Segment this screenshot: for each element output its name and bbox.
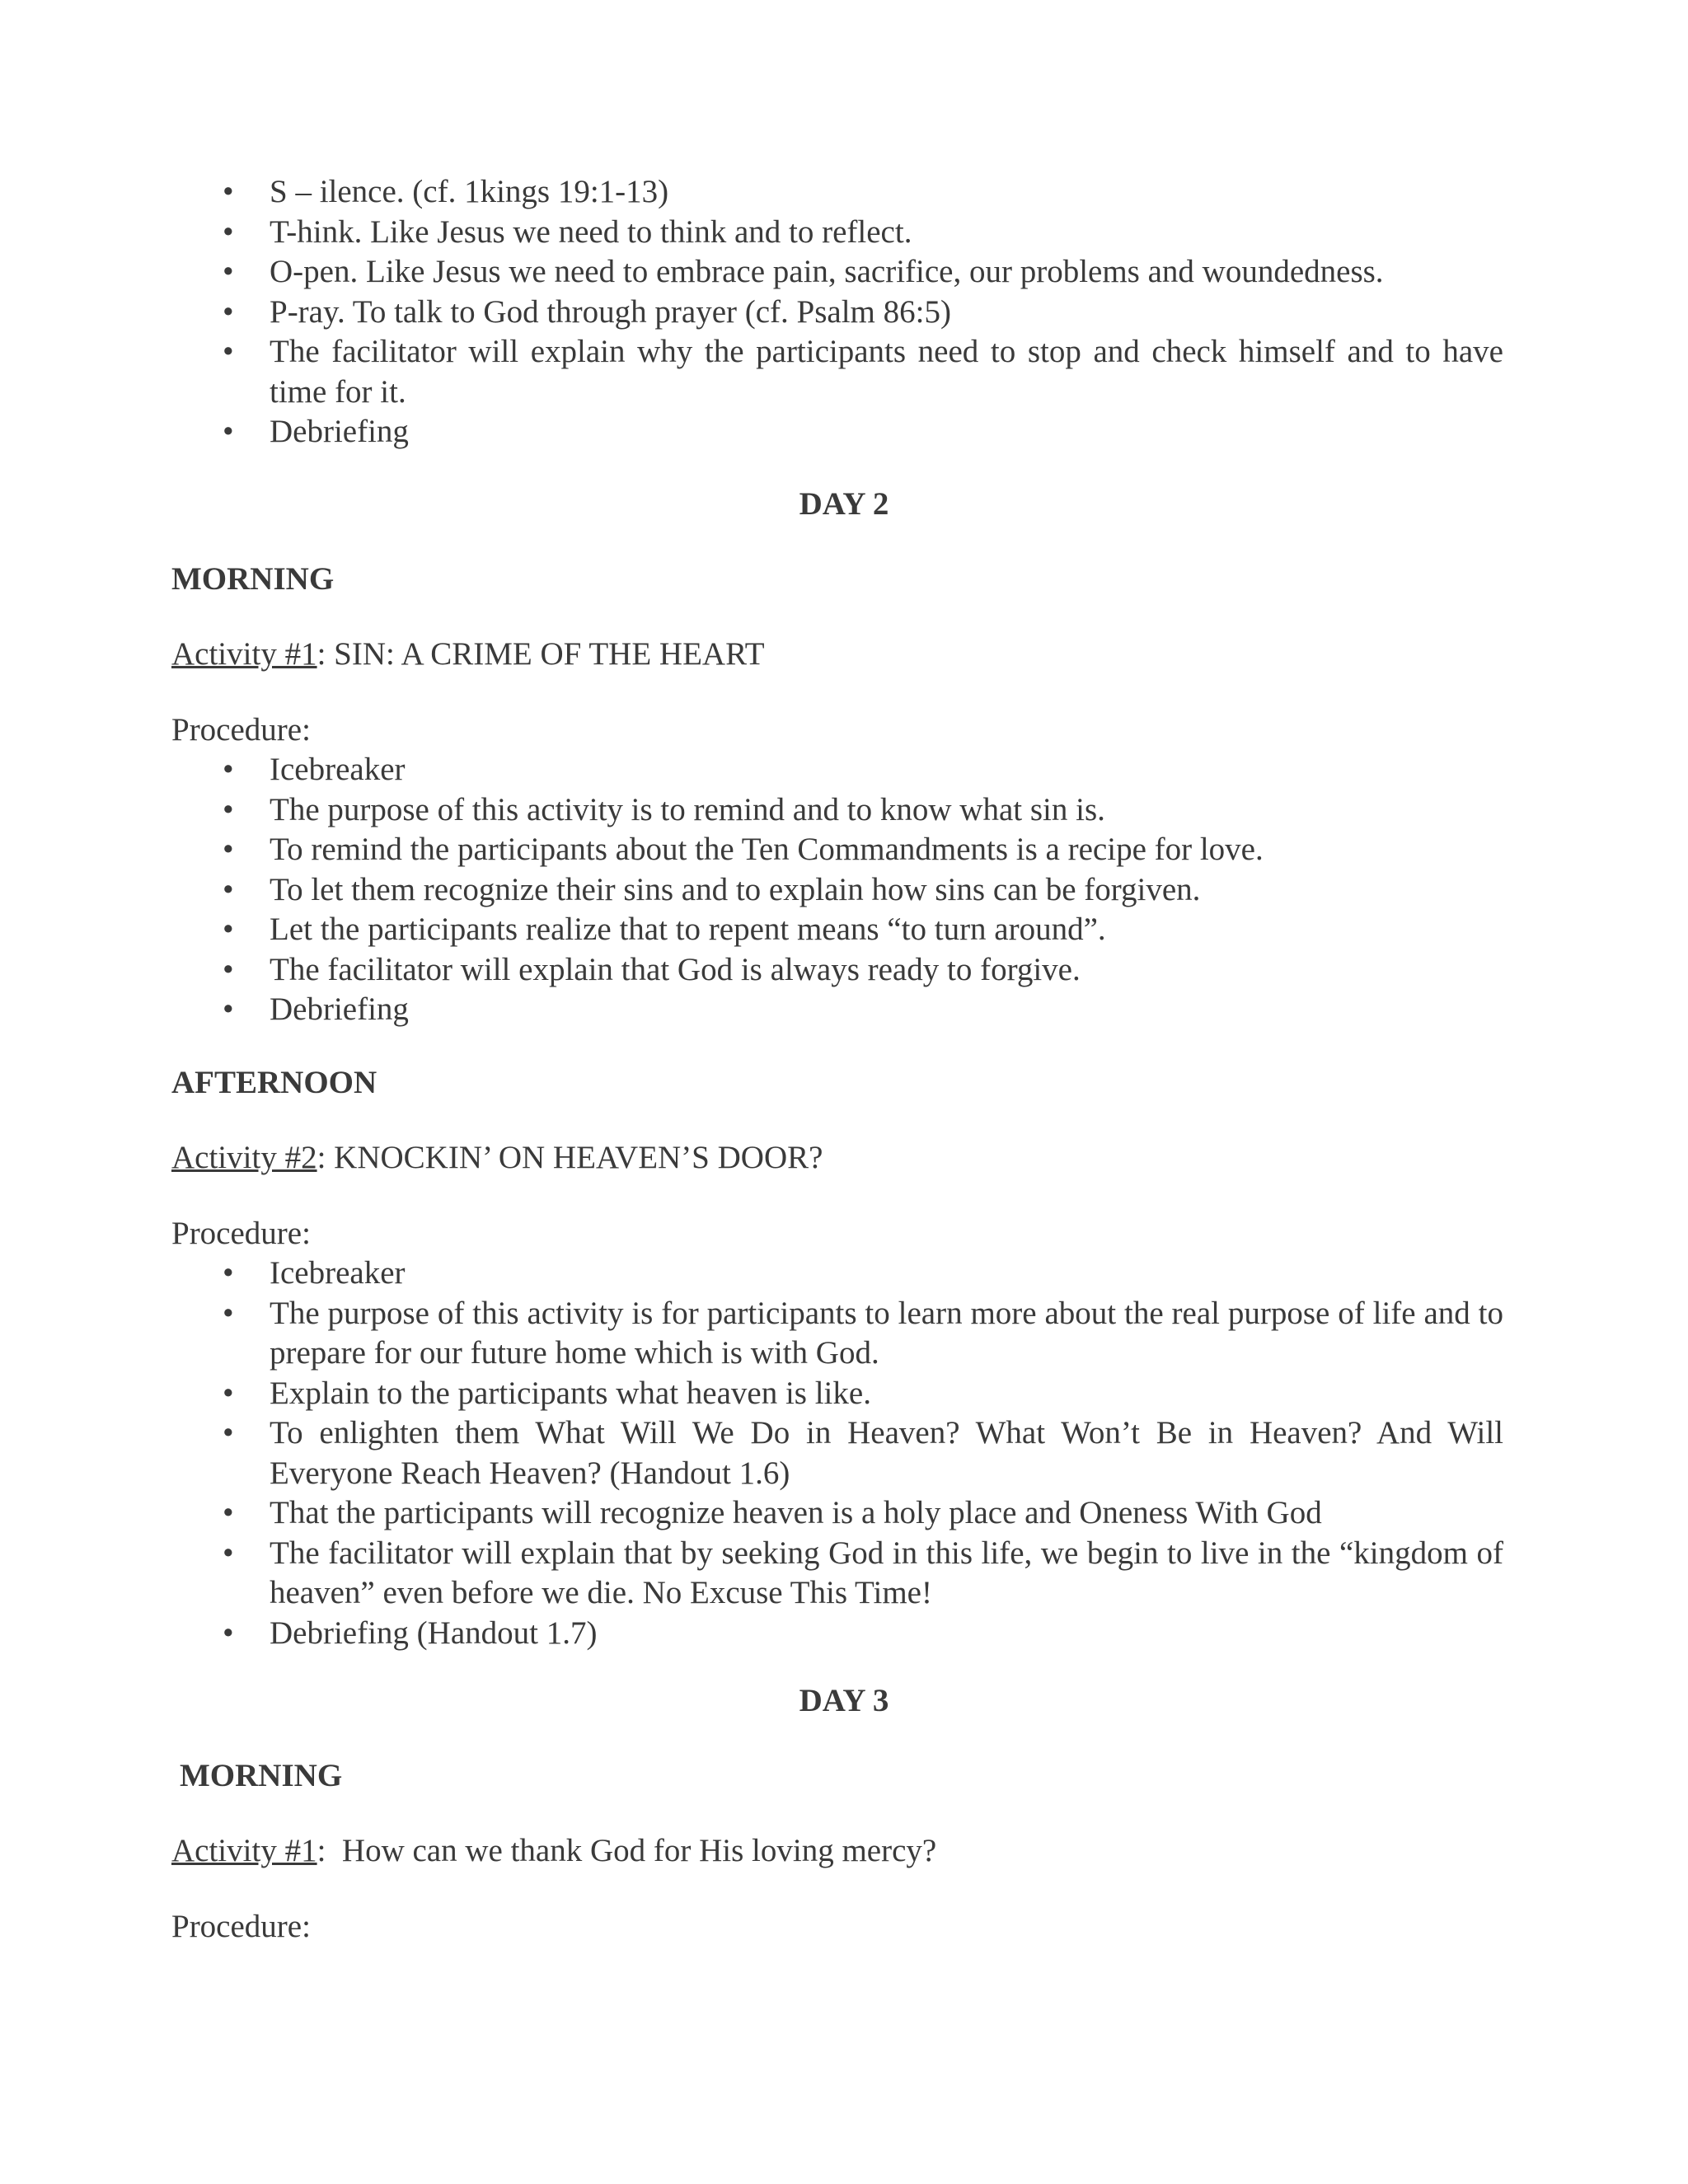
day-2-afternoon-heading: AFTERNOON [171,1065,377,1100]
list-item: • To enlighten them What Will We Do in Heaven? What Won’t Be in Heaven? And Will Everyone Reach Heaven? (Handout 1.6) [171,1413,1503,1493]
list-item: • The purpose of this activity is for participants to learn more about the real purpose of life and to prepare for our future home which is with God. [171,1294,1503,1374]
activity-label: Activity #1 [171,636,317,672]
day-3-morning-procedure-label: Procedure: [171,1909,311,1944]
activity-title: : How can we thank God for His loving mercy? [316,1833,937,1868]
activity-label: Activity #2 [171,1140,317,1175]
list-item: • To remind the participants about the Ten Commandments is a recipe for love. [171,830,1503,870]
day-3-morning-activity [171,1831,936,1872]
list-item: • P-ray. To talk to God through prayer (cf. Psalm 86:5) [171,293,1503,333]
list-item: • That the participants will recognize heaven is a holy place and Oneness With God [171,1493,1503,1534]
day-2-afternoon-procedure-label: Procedure: [171,1216,311,1251]
list-item: • Icebreaker [171,750,1503,790]
list-item: • Explain to the participants what heaven is like. [171,1374,1503,1414]
list-item: • Let the participants realize that to repent means “to turn around”. [171,910,1503,950]
activity-label: Activity #1 [171,1833,317,1868]
list-item: • O-pen. Like Jesus we need to embrace pain, sacrifice, our problems and woundedness. [171,252,1503,293]
day-2-morning-activity [171,635,765,675]
day-3-morning-heading: MORNING [180,1758,343,1793]
list-item: • Debriefing [171,990,1503,1030]
list-item: • Debriefing (Handout 1.7) [171,1614,1503,1654]
list-item: • S – ilence. (cf. 1kings 19:1-13) [171,172,1503,213]
day-2-afternoon-activity [171,1138,823,1179]
list-item: • The facilitator will explain why the participants need to stop and check himself and to have time for it. [171,332,1503,412]
activity-title: : SIN: A CRIME OF THE HEART [316,636,765,672]
list-item: • The facilitator will explain that God is always ready to forgive. [171,950,1503,991]
day-2-afternoon-bullet-list [171,1254,1503,1653]
day-3-title: DAY 3 [799,1683,889,1718]
day-2-morning-heading: MORNING [171,561,335,597]
day-2-morning-bullet-list [171,750,1503,1030]
list-item: • The purpose of this activity is to remind and to know what sin is. [171,790,1503,831]
list-item: • Icebreaker [171,1254,1503,1294]
list-item: • T-hink. Like Jesus we need to think and to reflect. [171,213,1503,253]
day-2-title: DAY 2 [799,486,889,522]
list-item: • Debriefing [171,412,1503,452]
list-item: • The facilitator will explain that by seeking God in this life, we begin to live in the “kingdom of heaven” even before we die. No Excuse This Time! [171,1534,1503,1614]
day-2-morning-procedure-label: Procedure: [171,712,311,748]
list-item: • To let them recognize their sins and to explain how sins can be forgiven. [171,870,1503,911]
intro-bullet-list [171,172,1503,452]
activity-title: : KNOCKIN’ ON HEAVEN’S DOOR? [316,1140,823,1175]
